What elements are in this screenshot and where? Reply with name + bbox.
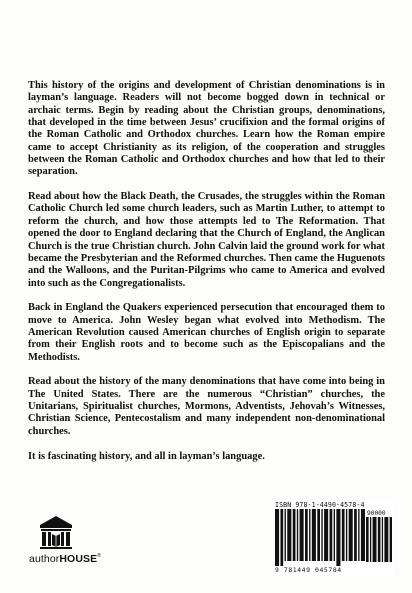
barcode-digits: 9 781449 045784 [275,566,342,574]
blurb-paragraph-4: Read about the history of the many denominations that have come into being in The United States. There are the numerous “Christian” churches, the Unitarians, Spiritualist churches, Mormons, Adventists, Jehovah’s Witnesses, Christian Science, Pentecostalism and many independent non-denominational churches. [28,376,385,437]
blurb-paragraph-3: Back in England the Quakers experienced persecution that encouraged them to move to America. John Wesley began what evolved into Methodism. The American Revolution caused American churches of English origin to separate from their English roots and to become such as the Episcopalians and the Methodists. [28,302,385,363]
house-with-book-icon [40,516,72,549]
price-code: 90000 [367,510,386,517]
isbn-label: ISBN 978-1-4490-4578-4 [275,501,365,509]
blurb-paragraph-1: This history of the origins and development of Christian denominations is in layman’s language. Readers will not become bogged down in technical or archaic terms. Begin by reading about the Christian groups, denominations, that developed in the time between Jesus’ crucifixion and the formal origins of the Roman Catholic and Orthodox churches. Learn how the Roman empire came to accept Christianity as its religion, of the cooperation and struggles between the Roman Catholic and Orthodox churches and how that led to their separation. [28,80,385,178]
publisher-logo [29,516,113,574]
blurb-paragraph-5: It is fascinating history, and all in layman’s language. [28,450,265,462]
barcode-bars [275,509,365,566]
publisher-name: authorHOUSE® [29,553,102,565]
isbn-barcode [272,500,394,575]
back-cover-blurb [28,80,385,475]
price-addon-bars [366,517,392,567]
blurb-paragraph-2: Read about how the Black Death, the Crusades, the struggles within the Roman Catholic Church led some church leaders, such as Martin Luther, to attempt to reform the church, and how those attempts led to The Reformation. That opened the door to England declaring that the Church of England, the Anglican Church is the true Christian church. John Calvin laid the ground work for what became the Presbyterian and the Reformed churches. Then came the Huguenots and the Walloons, and the Puritan-Pilgrims who came to America and evolved into such as the Congregationalists. [28,191,385,289]
